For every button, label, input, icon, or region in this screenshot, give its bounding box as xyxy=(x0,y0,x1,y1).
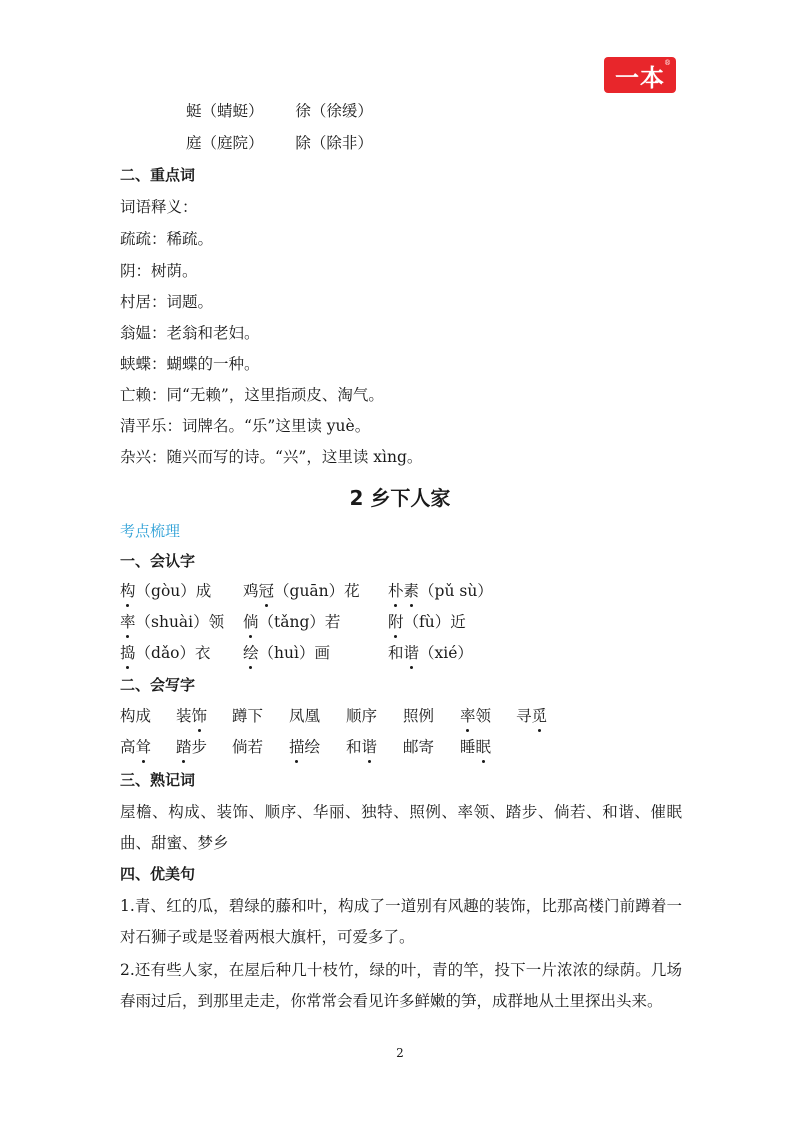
dotted-char: 耸 xyxy=(135,738,152,756)
dotted-char: 构 xyxy=(120,582,136,600)
dotted-char: 谐 xyxy=(403,644,420,662)
write-word: 和谐 xyxy=(346,738,378,756)
dotted-char: 觅 xyxy=(531,707,548,725)
recognize-entry xyxy=(243,580,360,602)
dotted-char: 素 xyxy=(403,582,420,600)
glossary-item: 翁媪：老翁和老妇。 xyxy=(120,324,260,342)
glossary-item: 村居：词题。 xyxy=(120,293,214,311)
section-heading: 二、会写字 xyxy=(120,676,196,694)
pinyin-text: （shuài）领 xyxy=(135,613,225,631)
kaodian-label: 考点梳理 xyxy=(120,522,181,540)
recognize-entry xyxy=(388,642,473,664)
dotted-char: 饰 xyxy=(191,707,208,725)
logo-text: 一本 xyxy=(615,62,665,92)
glossary-item: 亡赖：同“无赖”，这里指顽皮、淘气。 xyxy=(120,386,384,404)
section-heading: 四、优美句 xyxy=(120,865,196,883)
write-word: 高耸 xyxy=(120,738,152,756)
glossary-item: 疏疏：稀疏。 xyxy=(120,230,214,248)
write-word: 构成 xyxy=(120,707,152,725)
dotted-char: 眠 xyxy=(475,738,492,756)
write-word: 倘若 xyxy=(232,738,264,756)
pinyin-text: （guān）花 xyxy=(274,582,360,600)
intro-pair-row xyxy=(186,100,373,122)
sentence-paragraph: 1.青、红的瓜，碧绿的藤和叶，构成了一道别有风趣的装饰，比那高楼门前蹲着一对石狮子或是竖着两根大旗杆，可爱多了。 xyxy=(120,897,682,946)
section-heading: 二、重点词 xyxy=(120,166,196,184)
recognize-entry xyxy=(388,611,466,633)
dotted-char: 朴 xyxy=(388,582,404,600)
pinyin-text: （tǎng）若 xyxy=(258,613,341,631)
pinyin-text: （xié） xyxy=(419,644,473,662)
write-word: 照例 xyxy=(403,707,435,725)
glossary-item: 蛱蝶：蝴蝶的一种。 xyxy=(120,355,260,373)
dotted-char: 绘 xyxy=(243,644,259,662)
pinyin-text: （dǎo）衣 xyxy=(135,644,211,662)
write-word: 率领 xyxy=(460,707,492,725)
pinyin-text: （huì）画 xyxy=(258,644,330,662)
section-heading: 三、熟记词 xyxy=(120,771,196,789)
registered-mark: ® xyxy=(664,59,672,67)
recognize-entry xyxy=(120,642,211,664)
write-word: 踏步 xyxy=(176,738,208,756)
glossary-item: 杂兴：随兴而写的诗。“兴”，这里读 xìng。 xyxy=(120,448,423,466)
intro-pair-a: 庭（庭院） xyxy=(186,134,264,152)
recognize-entry xyxy=(243,642,330,664)
sentence-paragraph: 2.还有些人家，在屋后种几十枝竹，绿的叶，青的竿，投下一片浓浓的绿荫。几场春雨过后，到那里走走，你常常会看见许多鲜嫩的笋，成群地从土里探出头来。 xyxy=(120,961,682,1010)
recognize-entry xyxy=(120,580,211,602)
recognize-entry xyxy=(120,611,224,633)
lesson-title: 2 乡下人家 xyxy=(349,486,451,510)
write-word: 凤凰 xyxy=(289,707,321,725)
write-word: 蹲下 xyxy=(232,707,264,725)
dotted-char: 冠 xyxy=(258,582,275,600)
write-word: 邮寄 xyxy=(403,738,435,756)
write-word: 描绘 xyxy=(289,738,321,756)
intro-pair-row xyxy=(186,132,373,154)
brand-logo xyxy=(604,57,676,93)
dotted-char: 率 xyxy=(120,613,136,631)
dotted-char: 附 xyxy=(388,613,404,631)
glossary-intro: 词语释义： xyxy=(120,198,198,216)
recognize-entry xyxy=(243,611,340,633)
pinyin-text: （pǔ sù） xyxy=(419,582,493,600)
dotted-char: 描 xyxy=(289,738,305,756)
dotted-char: 倘 xyxy=(243,613,259,631)
intro-pair-a: 蜓（蜻蜓） xyxy=(186,102,264,120)
glossary-item: 阴：树荫。 xyxy=(120,262,198,280)
memorize-paragraph: 屋檐、构成、装饰、顺序、华丽、独特、照例、率领、踏步、倘若、和谐、催眠曲、甜蜜、梦乡 xyxy=(120,803,682,852)
dotted-char: 率 xyxy=(460,707,476,725)
intro-pair-b: 徐（徐缓） xyxy=(295,102,373,120)
intro-pair-b: 除（除非） xyxy=(295,134,373,152)
write-word: 寻觅 xyxy=(516,707,548,725)
glossary-item: 清平乐：词牌名。“乐”这里读 yuè。 xyxy=(120,417,371,435)
dotted-char: 踏 xyxy=(176,738,192,756)
write-word: 顺序 xyxy=(346,707,378,725)
pinyin-text: （fù）近 xyxy=(403,613,466,631)
write-word: 睡眠 xyxy=(460,738,492,756)
dotted-char: 谐 xyxy=(361,738,378,756)
plain-char: 鸡 xyxy=(243,582,259,600)
recognize-entry xyxy=(388,580,493,602)
page-number: 2 xyxy=(396,1046,404,1060)
dotted-char: 捣 xyxy=(120,644,136,662)
pinyin-text: （gòu）成 xyxy=(135,582,212,600)
write-word: 装饰 xyxy=(176,707,208,725)
plain-char: 和 xyxy=(388,644,404,662)
section-heading: 一、会认字 xyxy=(120,552,196,570)
